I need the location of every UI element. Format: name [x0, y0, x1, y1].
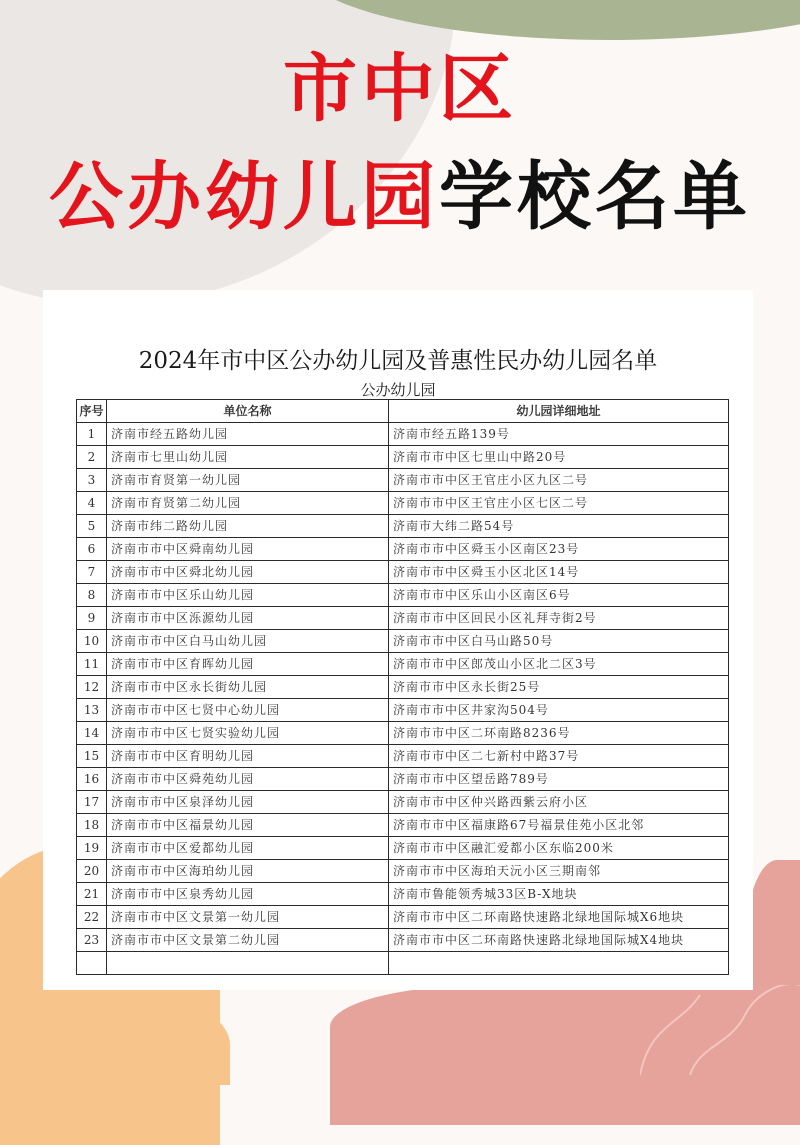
table-row	[77, 630, 729, 653]
kindergarten-address: 济南市市中区永长街25号	[389, 676, 729, 699]
kindergarten-name: 济南市市中区福景幼儿园	[107, 814, 389, 837]
row-number: 23	[77, 929, 107, 952]
row-number: 4	[77, 492, 107, 515]
row-number: 9	[77, 607, 107, 630]
kindergarten-name: 济南市纬二路幼儿园	[107, 515, 389, 538]
table-row	[77, 860, 729, 883]
kindergarten-name: 济南市育贤第二幼儿园	[107, 492, 389, 515]
table-row	[77, 745, 729, 768]
kindergarten-name: 济南市市中区育晖幼儿园	[107, 653, 389, 676]
kindergarten-table	[76, 399, 729, 975]
row-number: 22	[77, 906, 107, 929]
table-row	[77, 814, 729, 837]
row-number: 16	[77, 768, 107, 791]
table-row	[77, 722, 729, 745]
table-row	[77, 791, 729, 814]
table-row	[77, 423, 729, 446]
kindergarten-address: 济南市市中区白马山路50号	[389, 630, 729, 653]
kindergarten-address: 济南市市中区融汇爱都小区东临200米	[389, 837, 729, 860]
table-row	[77, 676, 729, 699]
kindergarten-address: 济南市市中区乐山小区南区6号	[389, 584, 729, 607]
kindergarten-address: 济南市市中区二环南路8236号	[389, 722, 729, 745]
kindergarten-address: 济南市市中区井家沟504号	[389, 699, 729, 722]
kindergarten-name: 济南市市中区文景第一幼儿园	[107, 906, 389, 929]
kindergarten-address: 济南市市中区二七新村中路37号	[389, 745, 729, 768]
table-row	[77, 929, 729, 952]
column-header-address: 幼儿园详细地址	[389, 400, 729, 423]
row-number: 10	[77, 630, 107, 653]
row-number: 14	[77, 722, 107, 745]
kindergarten-name: 济南市市中区白马山幼儿园	[107, 630, 389, 653]
headline-public-kindergarten: 公办幼儿园	[49, 154, 439, 240]
kindergarten-name: 济南市市中区舜北幼儿园	[107, 561, 389, 584]
kindergarten-name: 济南市经五路幼儿园	[107, 423, 389, 446]
table-row	[77, 561, 729, 584]
table-header-row	[77, 400, 729, 423]
kindergarten-address: 济南市经五路139号	[389, 423, 729, 446]
row-number: 1	[77, 423, 107, 446]
row-number: 19	[77, 837, 107, 860]
table-row	[77, 515, 729, 538]
kindergarten-address	[389, 952, 729, 975]
kindergarten-name: 济南市市中区永长街幼儿园	[107, 676, 389, 699]
kindergarten-name: 济南市市中区文景第二幼儿园	[107, 929, 389, 952]
row-number: 18	[77, 814, 107, 837]
row-number: 13	[77, 699, 107, 722]
kindergarten-name: 济南市市中区七贤实验幼儿园	[107, 722, 389, 745]
kindergarten-name: 济南市市中区泺源幼儿园	[107, 607, 389, 630]
table-row	[77, 538, 729, 561]
kindergarten-address: 济南市市中区望岳路789号	[389, 768, 729, 791]
kindergarten-address: 济南市市中区海珀天沅小区三期南邻	[389, 860, 729, 883]
row-number: 3	[77, 469, 107, 492]
kindergarten-name	[107, 952, 389, 975]
decorative-wave-lines	[640, 985, 800, 1075]
table-row	[77, 607, 729, 630]
kindergarten-name: 济南市市中区七贤中心幼儿园	[107, 699, 389, 722]
table-row	[77, 906, 729, 929]
kindergarten-address: 济南市市中区二环南路快速路北绿地国际城X4地块	[389, 929, 729, 952]
kindergarten-name: 济南市市中区育明幼儿园	[107, 745, 389, 768]
row-number: 21	[77, 883, 107, 906]
table-row	[77, 584, 729, 607]
document-subtitle: 公办幼儿园	[360, 381, 436, 399]
kindergarten-address: 济南市市中区七里山中路20号	[389, 446, 729, 469]
kindergarten-name: 济南市育贤第一幼儿园	[107, 469, 389, 492]
table-row	[77, 883, 729, 906]
kindergarten-name: 济南市市中区舜苑幼儿园	[107, 768, 389, 791]
kindergarten-name: 济南市七里山幼儿园	[107, 446, 389, 469]
kindergarten-name: 济南市市中区泉秀幼儿园	[107, 883, 389, 906]
kindergarten-name: 济南市市中区舜南幼儿园	[107, 538, 389, 561]
row-number: 20	[77, 860, 107, 883]
kindergarten-address: 济南市市中区王官庄小区九区二号	[389, 469, 729, 492]
row-number: 2	[77, 446, 107, 469]
row-number: 15	[77, 745, 107, 768]
headline-district: 市中区	[283, 46, 517, 132]
kindergarten-address: 济南市市中区仲兴路西紫云府小区	[389, 791, 729, 814]
kindergarten-address: 济南市市中区二环南路快速路北绿地国际城X6地块	[389, 906, 729, 929]
row-number: 12	[77, 676, 107, 699]
headline-list-title	[0, 138, 800, 244]
kindergarten-name: 济南市市中区泉泽幼儿园	[107, 791, 389, 814]
document-card	[43, 290, 753, 990]
table-row	[77, 699, 729, 722]
table-row	[77, 492, 729, 515]
row-number: 8	[77, 584, 107, 607]
document-title: 2024年市中区公办幼儿园及普惠性民办幼儿园名单	[138, 348, 658, 374]
column-header-name: 单位名称	[107, 400, 389, 423]
row-number: 17	[77, 791, 107, 814]
column-header-number: 序号	[77, 400, 107, 423]
table-row	[77, 469, 729, 492]
table-row	[77, 446, 729, 469]
kindergarten-address: 济南市市中区舜玉小区南区23号	[389, 538, 729, 561]
kindergarten-address: 济南市市中区回民小区礼拜寺街2号	[389, 607, 729, 630]
table-row	[77, 952, 729, 975]
headline-school-list: 学校名单	[439, 154, 751, 240]
table-row	[77, 768, 729, 791]
row-number: 7	[77, 561, 107, 584]
kindergarten-name: 济南市市中区爱都幼儿园	[107, 837, 389, 860]
kindergarten-address: 济南市市中区王官庄小区七区二号	[389, 492, 729, 515]
kindergarten-address: 济南市市中区郎茂山小区北二区3号	[389, 653, 729, 676]
row-number: 11	[77, 653, 107, 676]
table-row	[77, 653, 729, 676]
kindergarten-address: 济南市市中区福康路67号福景佳苑小区北邻	[389, 814, 729, 837]
kindergarten-address: 济南市大纬二路54号	[389, 515, 729, 538]
kindergarten-address: 济南市鲁能领秀城33区B-X地块	[389, 883, 729, 906]
kindergarten-name: 济南市市中区乐山幼儿园	[107, 584, 389, 607]
kindergarten-name: 济南市市中区海珀幼儿园	[107, 860, 389, 883]
kindergarten-address: 济南市市中区舜玉小区北区14号	[389, 561, 729, 584]
row-number: 5	[77, 515, 107, 538]
row-number	[77, 952, 107, 975]
table-row	[77, 837, 729, 860]
row-number: 6	[77, 538, 107, 561]
